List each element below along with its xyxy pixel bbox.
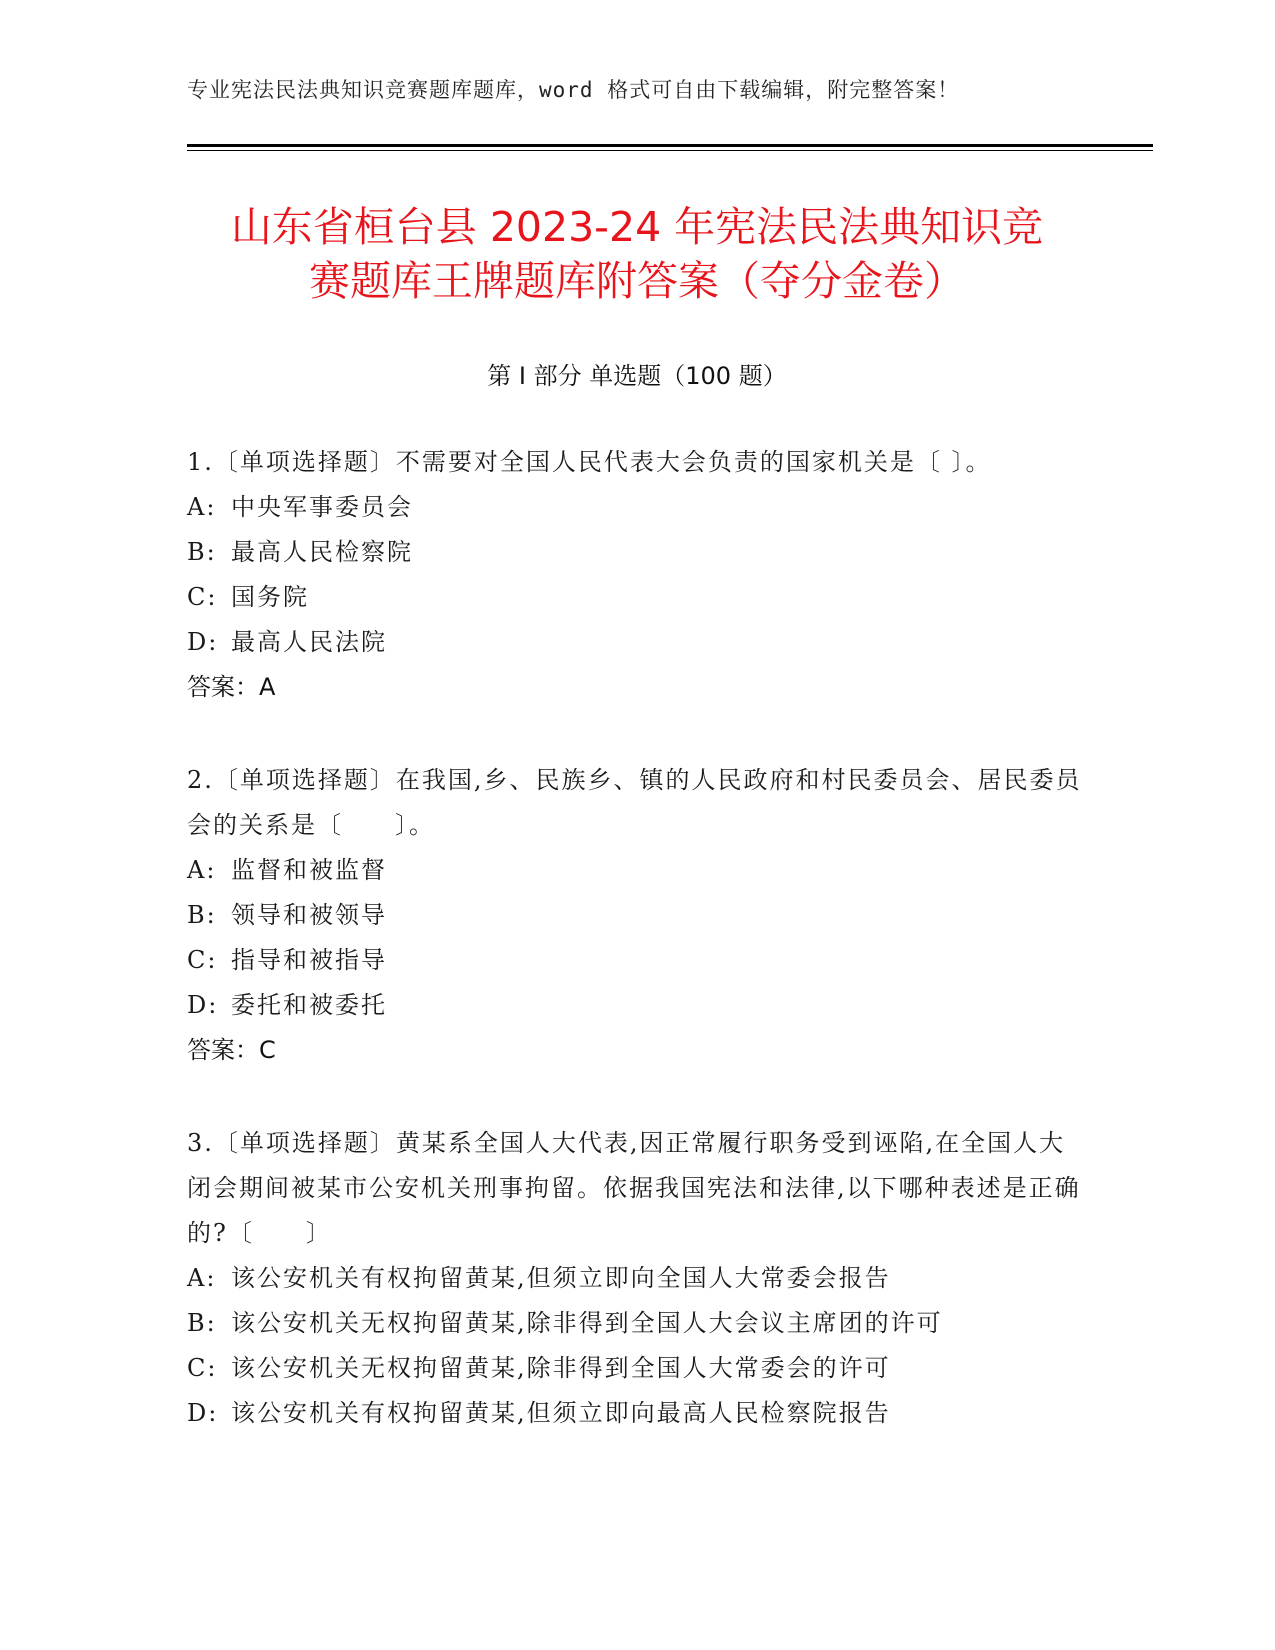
option-letter: C:: [187, 946, 218, 974]
option-a: [187, 1256, 1087, 1301]
option-a: [187, 485, 1087, 530]
question-list: [187, 440, 1087, 1484]
section-heading: 第 I 部分 单选题（100 题）: [487, 362, 787, 390]
option-letter: C:: [187, 1354, 218, 1382]
answer-line: 答案：A: [187, 673, 276, 701]
option-text: 指导和被指导: [231, 946, 387, 974]
option-letter: B:: [187, 901, 217, 929]
option-text: 领导和被领导: [231, 901, 387, 929]
option-d: [187, 983, 1087, 1028]
option-letter: A:: [187, 856, 217, 884]
option-text: 国务院: [231, 583, 309, 611]
option-letter: D:: [187, 991, 219, 1019]
header-note: 专业宪法民法典知识竞赛题库题库，word 格式可自由下载编辑，附完整答案！: [187, 78, 960, 102]
option-text: 该公安机关有权拘留黄某,但须立即向最高人民检察院报告: [231, 1399, 891, 1427]
question-3: [187, 1121, 1087, 1436]
option-text: 委托和被委托: [231, 991, 387, 1019]
option-c: [187, 575, 1087, 620]
option-d: [187, 620, 1087, 665]
document-title: [187, 200, 1087, 308]
option-text: 最高人民法院: [231, 628, 387, 656]
option-b: [187, 1301, 1087, 1346]
title-line-1: 山东省桓台县 2023-24 年宪法民法典知识竞: [230, 203, 1044, 251]
option-text: 监督和被监督: [231, 856, 387, 884]
option-letter: A:: [187, 493, 217, 521]
option-d: [187, 1391, 1087, 1436]
option-letter: D:: [187, 1399, 219, 1427]
option-letter: B:: [187, 1309, 217, 1337]
question-stem: 3.〔单项选择题〕黄某系全国人大代表,因正常履行职务受到诬陷,在全国人大闭会期间被某市公安机关刑事拘留。依据我国宪法和法律,以下哪种表述是正确的?〔 〕: [187, 1129, 1081, 1247]
option-text: 该公安机关有权拘留黄某,但须立即向全国人大常委会报告: [231, 1264, 891, 1292]
option-text: 最高人民检察院: [231, 538, 413, 566]
option-c: [187, 938, 1087, 983]
option-letter: B:: [187, 538, 217, 566]
option-text: 该公安机关无权拘留黄某,除非得到全国人大会议主席团的许可: [231, 1309, 943, 1337]
header-rule-thin: [187, 150, 1153, 151]
question-1: [187, 440, 1087, 710]
header-rule-thick: [187, 144, 1153, 147]
answer-line: 答案：C: [187, 1036, 276, 1064]
question-2: [187, 758, 1087, 1073]
option-c: [187, 1346, 1087, 1391]
option-letter: D:: [187, 628, 219, 656]
option-letter: A:: [187, 1264, 217, 1292]
title-line-2: 赛题库王牌题库附答案（夺分金卷）: [309, 257, 965, 305]
option-a: [187, 848, 1087, 893]
option-text: 该公安机关无权拘留黄某,除非得到全国人大常委会的许可: [231, 1354, 891, 1382]
option-b: [187, 530, 1087, 575]
question-stem: 2.〔单项选择题〕在我国,乡、民族乡、镇的人民政府和村民委员会、居民委员会的关系是〔 〕。: [187, 766, 1082, 839]
option-text: 中央军事委员会: [231, 493, 413, 521]
option-b: [187, 893, 1087, 938]
question-stem: 1.〔单项选择题〕不需要对全国人民代表大会负责的国家机关是〔 〕。: [187, 448, 992, 476]
option-letter: C:: [187, 583, 218, 611]
